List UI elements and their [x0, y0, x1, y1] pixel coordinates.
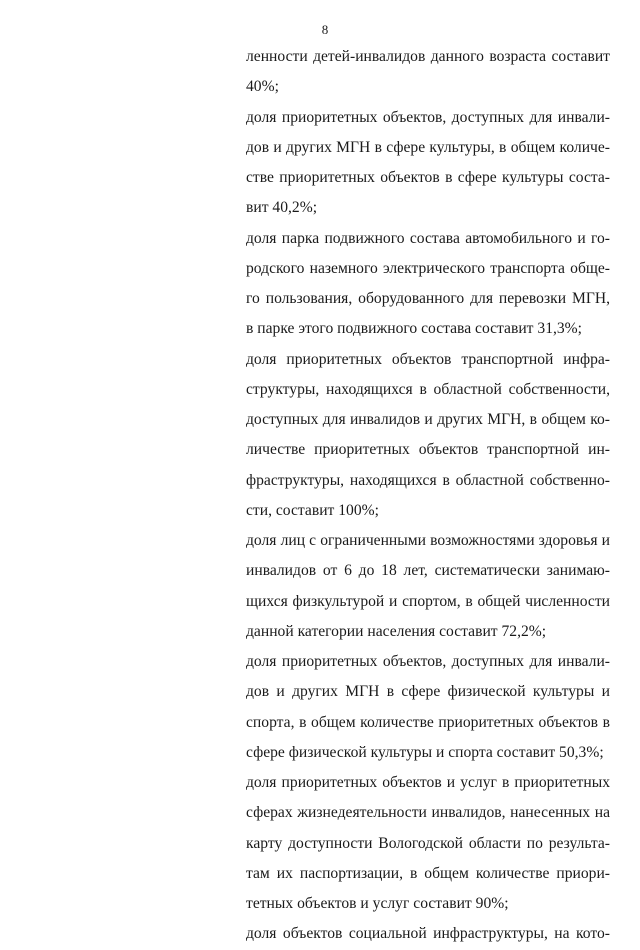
text-line: доля приоритетных объектов, доступных для инвали-	[246, 108, 610, 126]
text-line: доля парка подвижного состава автомобильного и го-	[246, 229, 610, 247]
text-line: 40%;	[246, 78, 279, 96]
text-line: в парке этого подвижного состава составит 31,3%;	[246, 320, 583, 338]
text-line: доля приоритетных объектов и услуг в приоритетных	[246, 774, 610, 791]
text-line: доля лиц с ограниченными возможностями здоровья и	[246, 532, 610, 549]
text-line: дов и других МГН в сфере физической культуры и	[246, 683, 610, 701]
text-line: структуры, находящихся в областной собственности,	[246, 380, 610, 398]
text-line: вит 40,2%;	[246, 199, 318, 217]
body-text	[246, 42, 610, 950]
text-line: доля приоритетных объектов транспортной инфра-	[246, 350, 610, 368]
text-line: родского наземного электрического транспорта обще-	[246, 259, 610, 277]
text-line: карту доступности Вологодской области по результа-	[246, 834, 610, 852]
text-line: там их паспортизации, в общем количестве приори-	[246, 864, 610, 882]
text-line: сферах жизнедеятельности инвалидов, нанесенных на	[246, 804, 610, 822]
text-line: дов и других МГН в сфере культуры, в общем количе-	[246, 138, 610, 156]
page-number: 8	[321, 22, 329, 37]
text-line: тетных объектов и услуг составит 90%;	[246, 895, 509, 912]
text-line: го пользования, оборудованного для перевозки МГН,	[246, 290, 610, 307]
text-line: доступных для инвалидов и других МГН, в общем ко-	[246, 411, 610, 428]
text-line: сфере физической культуры и спорта составит 50,3%;	[246, 743, 604, 761]
text-line: стве приоритетных объектов в сфере культуры соста-	[246, 169, 610, 186]
text-line: сти, составит 100%;	[246, 501, 379, 519]
text-line: доля объектов социальной инфраструктуры, на кото-	[246, 925, 610, 943]
text-line: фраструктуры, находящихся в областной собственно-	[246, 471, 610, 489]
text-line: инвалидов от 6 до 18 лет, систематически занимаю-	[246, 562, 610, 580]
text-line: данной категории населения составит 72,2%;	[246, 622, 547, 640]
text-line: щихся физкультурой и спортом, в общей численности	[246, 592, 610, 610]
text-line: ленности детей-инвалидов данного возраста составит	[246, 48, 610, 65]
text-line: доля приоритетных объектов, доступных для инвали-	[246, 653, 610, 670]
text-line: спорта, в общем количестве приоритетных объектов в	[246, 713, 610, 731]
text-line: личестве приоритетных объектов транспортной ин-	[246, 441, 610, 459]
